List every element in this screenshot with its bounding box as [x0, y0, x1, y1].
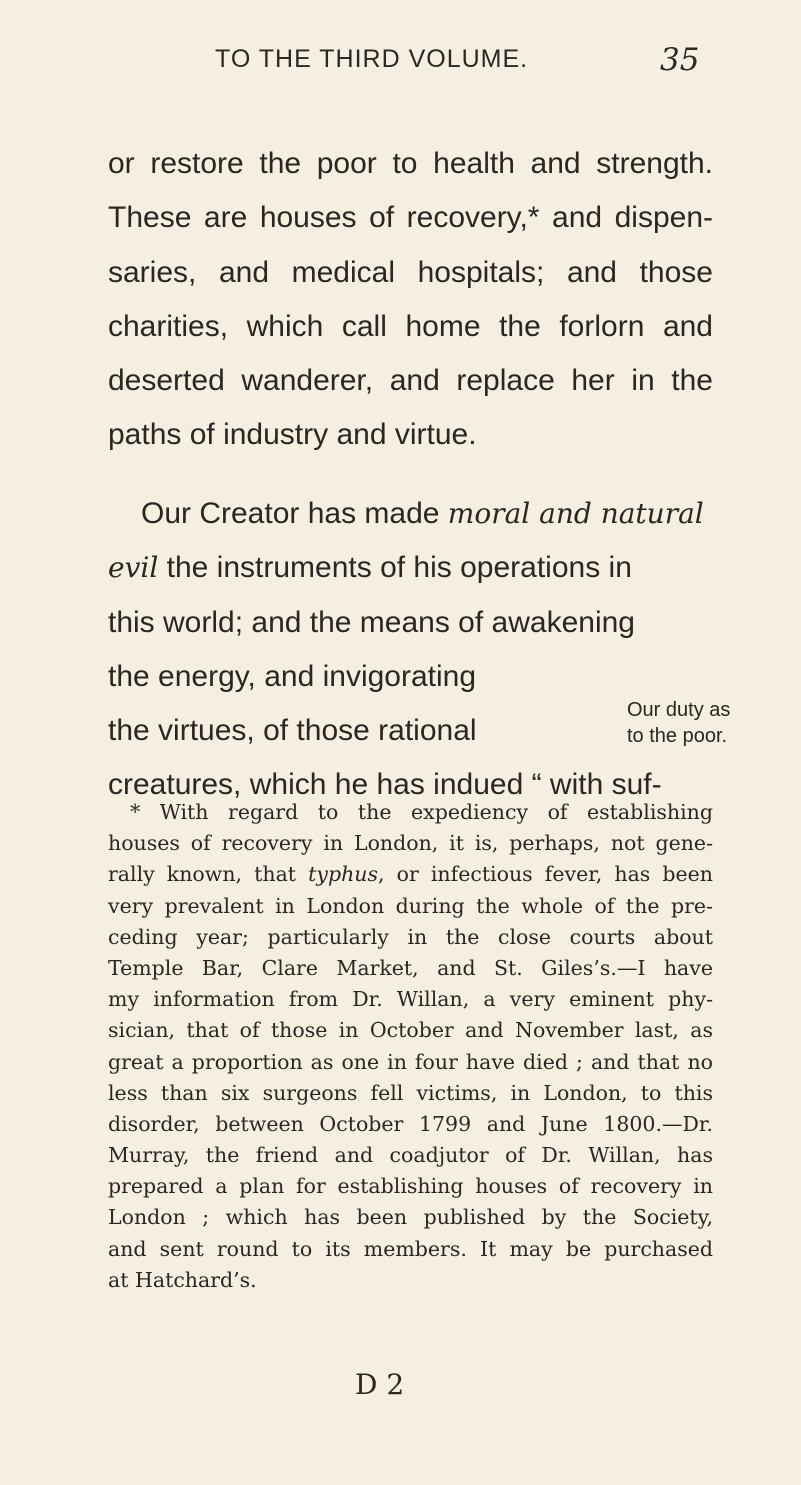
- footnote-line: less than six surgeons fell victims, in London, to this: [108, 1080, 713, 1105]
- body-line: the energy, and invigorating: [108, 659, 477, 693]
- italic-word: typhus: [308, 862, 379, 887]
- footnote-line: ceding year; particularly in the close courts about: [108, 924, 713, 949]
- body-line: this world; and the means of awakening: [108, 605, 635, 639]
- footnote-line: great a proportion as one in four have died ; and that no: [108, 1049, 713, 1074]
- body-line: the virtues, of those rational: [108, 714, 477, 748]
- marginal-note-line: Our duty as: [627, 699, 731, 721]
- footnote-line: disorder, between October 1799 and June 1800.—Dr.: [108, 1111, 713, 1136]
- running-head: [0, 42, 801, 85]
- page-number: 35: [660, 42, 700, 78]
- body-line: These are houses of recovery,* and dispen-: [108, 201, 713, 235]
- body-line: charities, which call home the forlorn and: [108, 309, 713, 343]
- footnote-line: sician, that of those in October and November last, as: [108, 1018, 713, 1043]
- body-line: [108, 541, 713, 595]
- body-line: saries, and medical hospitals; and those: [108, 255, 713, 289]
- footnote: [108, 797, 713, 1296]
- body-line: paths of industry and virtue.: [108, 418, 477, 452]
- body-line: deserted wanderer, and replace her in the: [108, 364, 713, 398]
- body-text-span: the instruments of his operations in: [158, 551, 632, 585]
- footnote-line: * With regard to the expediency of establishing: [130, 800, 713, 824]
- body-line: [108, 487, 713, 541]
- paragraph-2: [108, 487, 713, 813]
- footnote-line: [108, 859, 713, 890]
- footnote-text-span: , or infectious fever, has been: [378, 862, 713, 887]
- body-text-span: Our Creator has made: [141, 497, 448, 530]
- footnote-line: prepared a plan for establishing houses of recovery in: [108, 1174, 713, 1199]
- marginal-note-line: to the poor.: [627, 725, 728, 747]
- body-line: or restore the poor to health and strength.: [108, 147, 713, 180]
- signature-mark: D 2: [355, 1368, 405, 1401]
- footnote-text-span: rally known, that: [108, 862, 309, 887]
- footnote-line: houses of recovery in London, it is, perhaps, not gene-: [108, 831, 713, 856]
- italic-phrase: moral and natural: [447, 497, 704, 530]
- body-line: creatures, which he has indued “ with suf-: [108, 768, 662, 802]
- footnote-line: at Hatchard’s.: [108, 1267, 257, 1292]
- running-title: TO THE THIRD VOLUME.: [215, 45, 529, 73]
- paragraph-1: [108, 137, 713, 463]
- footnote-line: my information from Dr. Willan, a very eminent phy-: [108, 987, 713, 1012]
- footnote-line: Murray, the friend and coadjutor of Dr. Willan, has: [108, 1143, 713, 1168]
- footnote-line: very prevalent in London during the whole of the pre-: [108, 893, 713, 918]
- footnote-line: London ; which has been published by the Society,: [108, 1205, 713, 1230]
- footnote-line: Temple Bar, Clare Market, and St. Giles’s.—I have: [108, 955, 713, 980]
- footnote-line: and sent round to its members. It may be purchased: [108, 1236, 713, 1261]
- italic-word: evil: [108, 551, 159, 585]
